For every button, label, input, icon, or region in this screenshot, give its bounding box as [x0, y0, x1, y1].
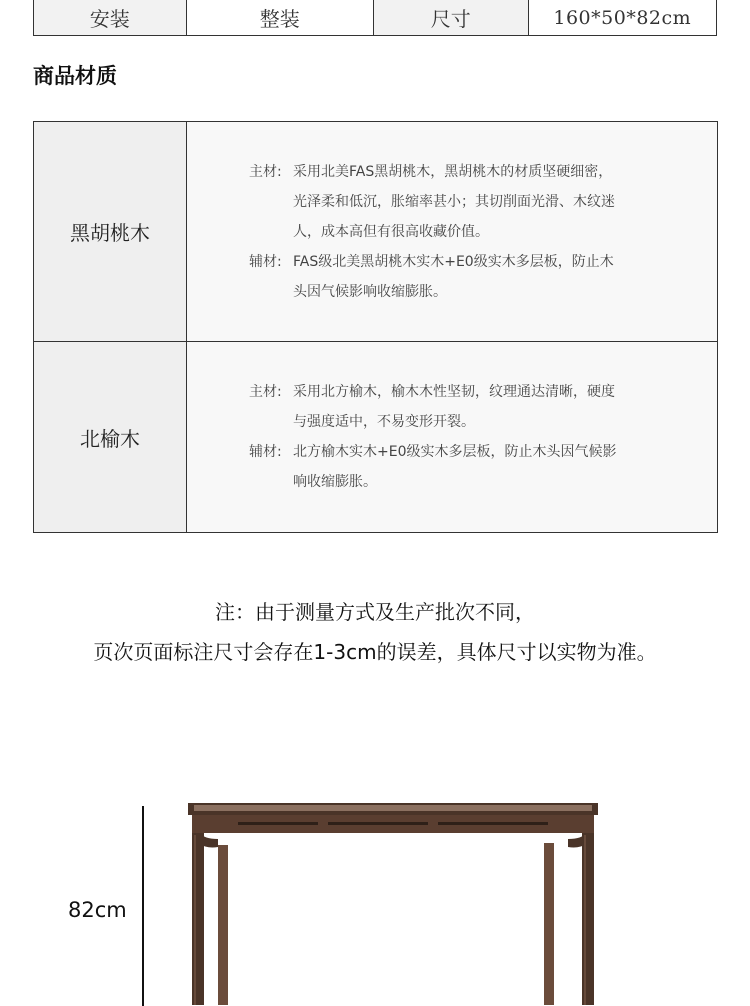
material-name: 黑胡桃木 [34, 122, 187, 341]
material-description [187, 342, 717, 532]
aux-material-label: 辅材: [249, 253, 282, 270]
aux-material-label: 辅材: [249, 444, 282, 460]
aux-material-text: 响收缩膨胀。 [293, 474, 377, 490]
main-material-label: 主材: [249, 384, 282, 400]
main-material-label: 主材: [249, 163, 282, 180]
aux-material-text: 北方榆木实木+E0级实木多层板，防止木头因气候影 [293, 444, 617, 460]
install-label: 安装 [34, 0, 187, 35]
measurement-note-line-1: 注：由于测量方式及生产批次不同， [215, 600, 535, 624]
aux-material-text: FAS级北美黑胡桃木实木+E0级实木多层板，防止木 [293, 253, 614, 270]
size-label: 尺寸 [374, 0, 529, 35]
main-material-text: 采用北美FAS黑胡桃木，黑胡桃木的材质坚硬细密， [293, 163, 613, 180]
material-row [34, 122, 717, 342]
material-row [34, 342, 717, 532]
spec-table [33, 0, 717, 36]
measurement-note-line-2: 页次页面标注尺寸会存在1-3cm的误差，具体尺寸以实物为准。 [93, 640, 657, 664]
section-title: 商品材质 [33, 64, 117, 88]
material-name: 北榆木 [34, 342, 187, 532]
aux-material-text: 头因气候影响收缩膨胀。 [293, 283, 447, 300]
height-dimension-label: 82cm [68, 898, 127, 922]
size-value: 160*50*82cm [553, 6, 692, 29]
main-material-text: 人，成本高但有很高收藏价值。 [293, 223, 489, 240]
height-dimension-line [142, 806, 144, 1006]
console-table-image [178, 795, 613, 1005]
material-table [33, 121, 718, 533]
main-material-text: 采用北方榆木，榆木木性坚韧，纹理通达清晰，硬度 [293, 384, 615, 400]
install-value: 整装 [187, 0, 374, 35]
main-material-text: 光泽柔和低沉，胀缩率甚小；其切削面光滑、木纹迷 [293, 193, 615, 210]
material-description [187, 122, 717, 341]
main-material-text: 与强度适中，不易变形开裂。 [293, 414, 475, 430]
